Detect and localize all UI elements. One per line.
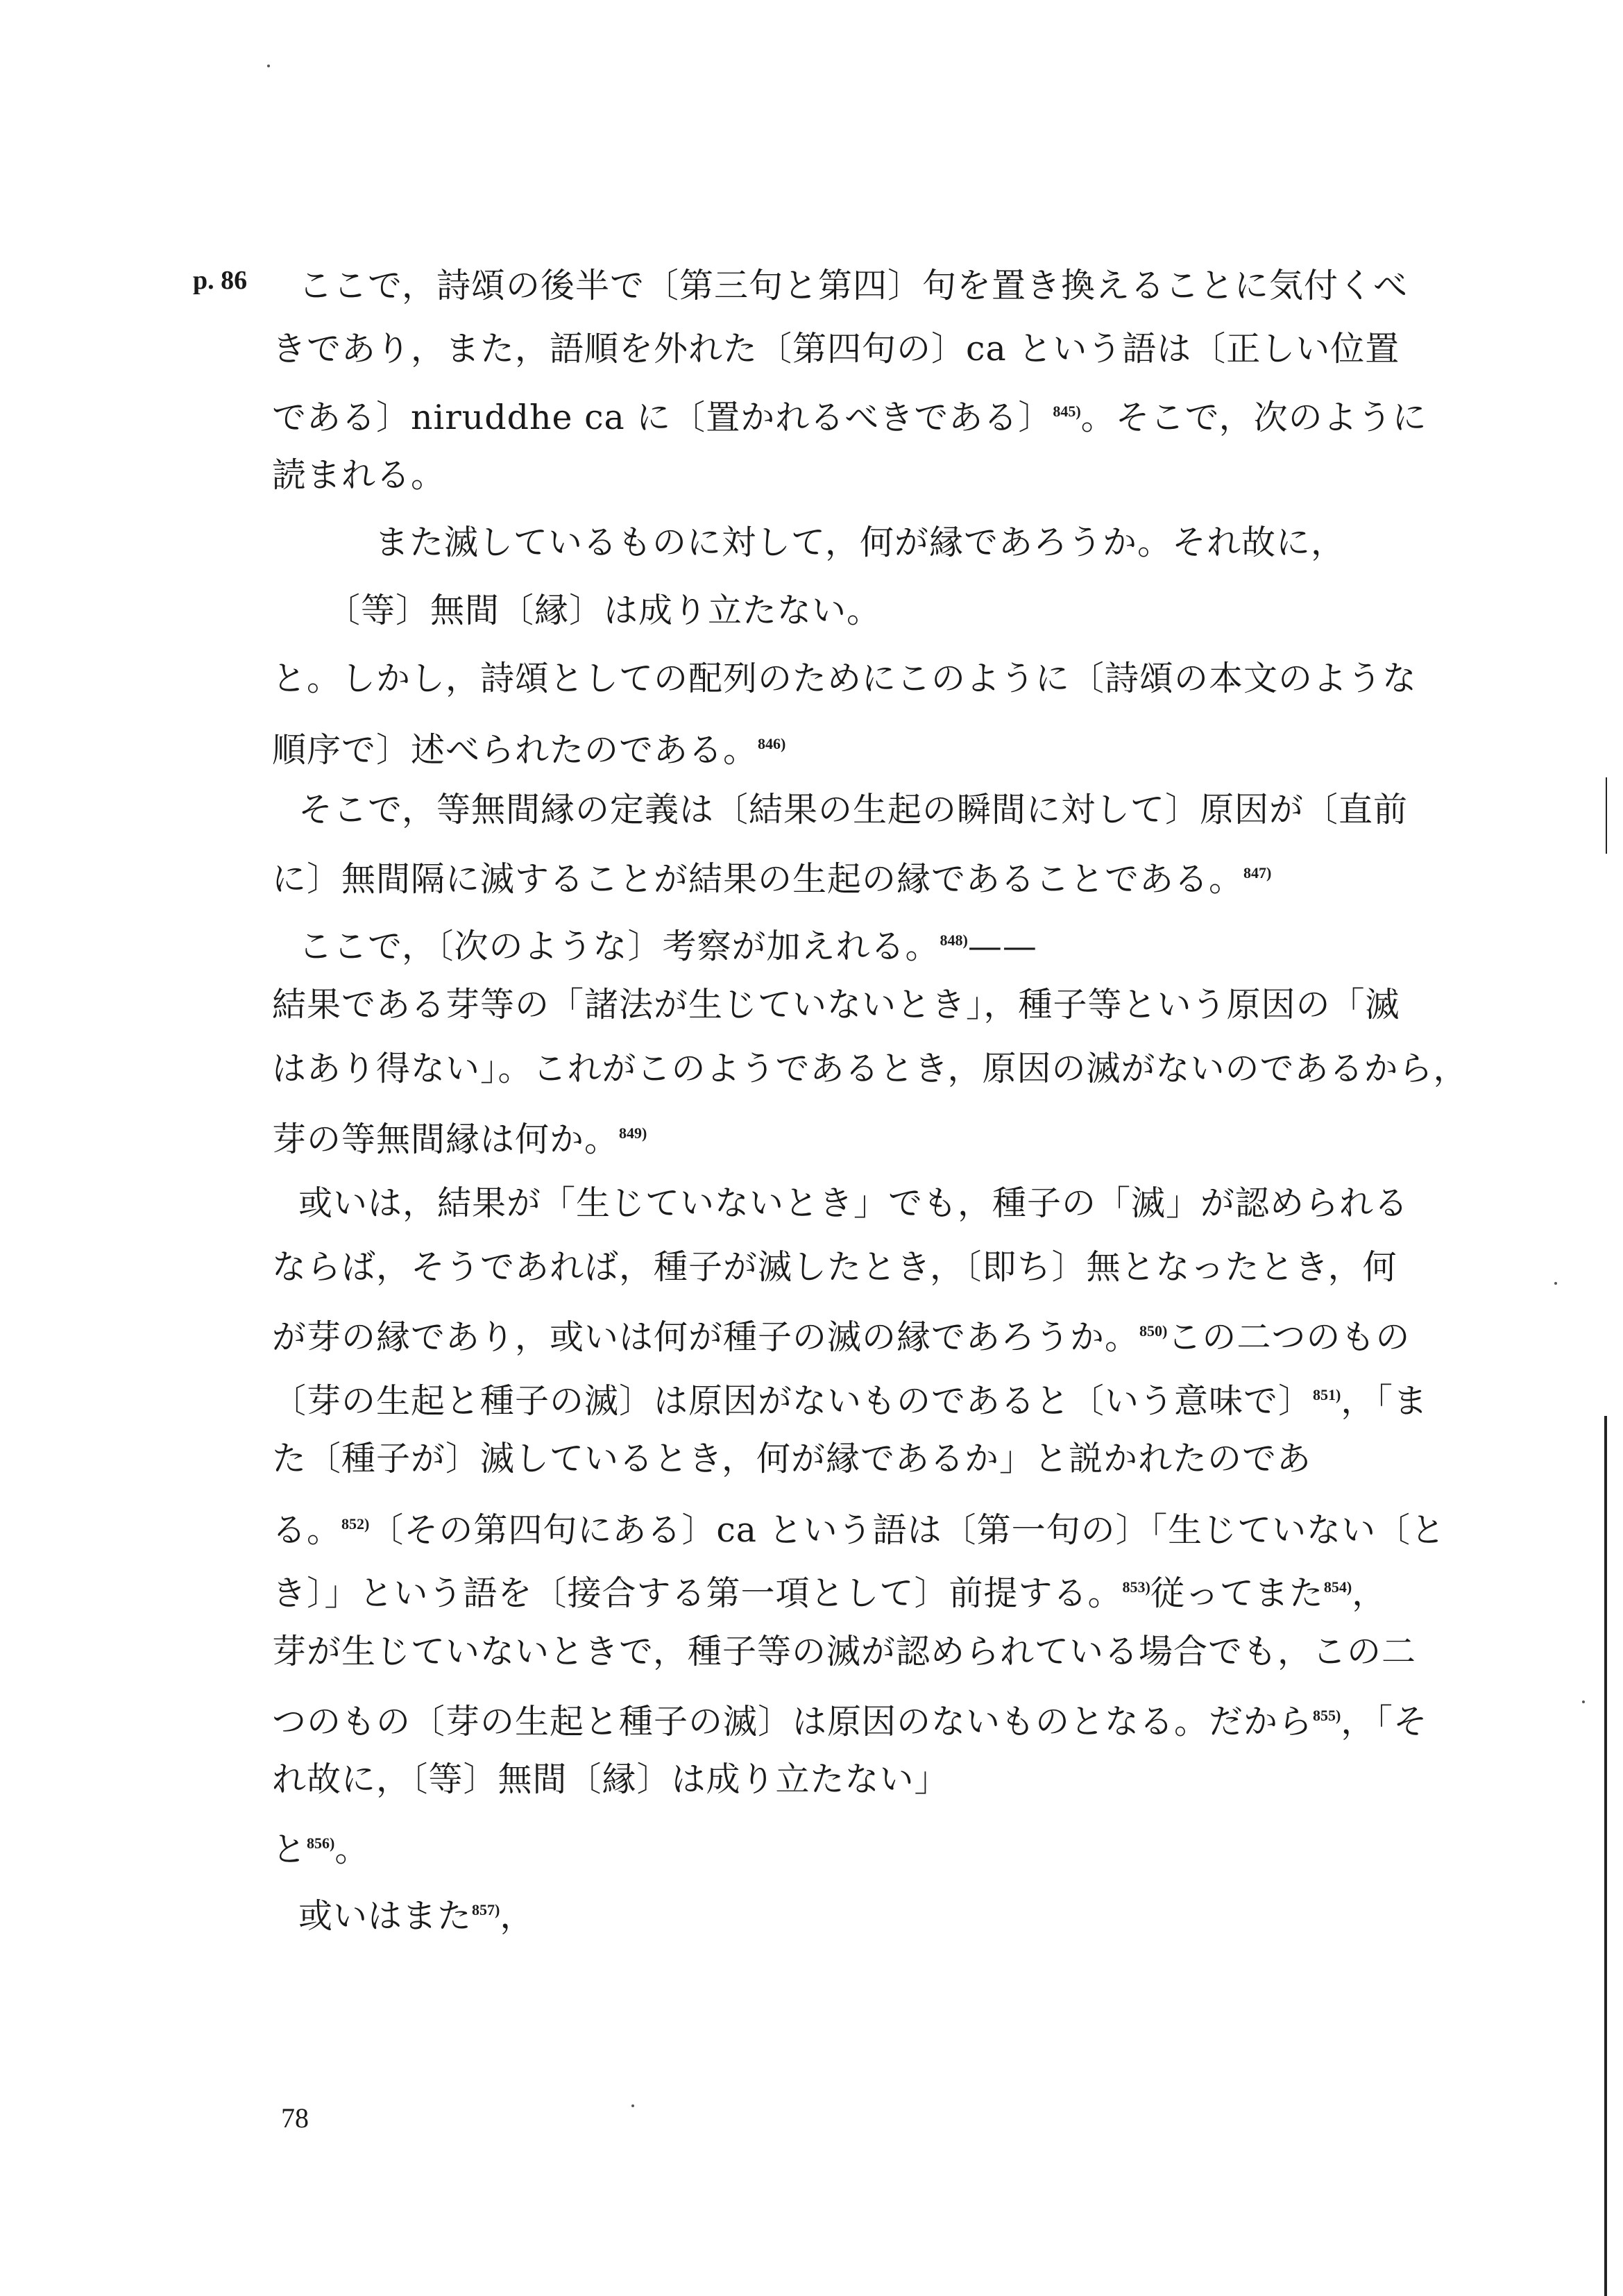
footnote-ref: 855)	[1313, 1707, 1341, 1724]
line-text-continued: 。	[334, 1830, 370, 1869]
text-line	[298, 1183, 1409, 1224]
line-text-continued: 〔その第四句にある〕ca という語は〔第一句の〕「生じていない〔と	[369, 1510, 1446, 1550]
line-text: 結果である芽等の「諸法が生じていないとき」，種子等という原因の「滅	[272, 985, 1400, 1024]
line-text: が芽の縁であり，或いは何が種子の滅の縁であろうか。	[272, 1317, 1140, 1357]
scan-speck	[631, 2104, 634, 2107]
line-text: きであり，また，語順を外れた〔第四句の〕ca という語は〔正しい位置	[272, 329, 1400, 369]
line-text: また滅しているものに対して，何が縁であろうか。それ故に，	[375, 523, 1346, 562]
text-line	[272, 1631, 1416, 1673]
line-text: 芽が生じていないときで，種子等の滅が認められている場合でも，この二	[272, 1632, 1417, 1671]
line-text: と	[272, 1830, 307, 1869]
scan-edge-line-upper	[1606, 777, 1607, 854]
line-text: き〕」という語を〔接合する第一項として〕前提する。	[272, 1573, 1123, 1613]
line-text: はあり得ない」。これがこのようであるとき，原因の滅がないのであるから，	[272, 1049, 1468, 1088]
text-line	[272, 1567, 1386, 1614]
footnote-ref: 856)	[307, 1834, 335, 1852]
text-line	[272, 1503, 1445, 1551]
line-text: である〕niruddhe ca に〔置かれるべきである〕	[272, 398, 1053, 437]
line-text-continued: ，「そ	[1341, 1702, 1428, 1741]
line-text-continued: 従ってまた	[1150, 1573, 1324, 1613]
text-line	[272, 1247, 1397, 1288]
line-text: 或いは，結果が「生じていないとき」でも，種子の「滅」が認められる	[298, 1183, 1409, 1223]
text-line	[272, 1695, 1428, 1743]
line-text: 読まれる。	[272, 455, 446, 495]
line-text: ならば，そうであれば，種子が滅したとき，〔即ち〕無となったとき，何	[272, 1247, 1397, 1287]
line-text: と。しかし，詩頌としての配列のためにこのように〔詩頌の本文のような	[272, 659, 1418, 698]
line-text: る。	[272, 1510, 342, 1550]
text-line	[375, 522, 1345, 564]
footnote-ref: 852)	[341, 1515, 370, 1533]
footnote-ref: 848)	[940, 931, 968, 949]
text-line	[272, 852, 1271, 900]
text-line	[272, 1310, 1410, 1358]
page-number: 78	[281, 2102, 309, 2134]
scan-speck	[1554, 1282, 1557, 1285]
text-line	[272, 1113, 647, 1160]
line-text: に〕無間隔に滅することが結果の生起の縁であることである。	[272, 859, 1244, 899]
text-line	[272, 984, 1400, 1026]
line-text: 〔芽の生起と種子の滅〕は原因がないものであると〔いう意味で〕	[272, 1381, 1314, 1421]
line-text-continued: ，	[1352, 1573, 1387, 1613]
footnote-ref: 849)	[619, 1124, 647, 1142]
text-line	[298, 920, 1037, 968]
line-text: 或いはまた	[298, 1896, 473, 1936]
footnote-ref: 853)	[1122, 1578, 1150, 1596]
margin-page-marker: p. 86	[193, 266, 248, 295]
line-text: ここで，詩頌の後半で〔第三句と第四〕句を置き換えることに気付くべ	[298, 266, 1409, 305]
text-line	[272, 658, 1417, 700]
text-line	[326, 590, 881, 632]
line-text: 〔等〕無間〔縁〕は成り立たない。	[326, 591, 882, 630]
footnote-ref: 857)	[472, 1901, 500, 1918]
footnote-ref: 850)	[1139, 1322, 1168, 1340]
footnote-ref: 845)	[1053, 403, 1081, 420]
scan-speck	[267, 65, 270, 67]
text-line	[272, 328, 1400, 370]
line-text-continued: ，「ま	[1341, 1381, 1428, 1421]
text-line	[272, 1048, 1468, 1090]
line-text: 順序で〕述べられたのである。	[272, 730, 758, 770]
text-line	[272, 455, 445, 496]
text-line	[272, 1438, 1311, 1480]
line-text: れ故に，〔等〕無間〔縁〕は成り立たない」	[272, 1759, 949, 1799]
line-text-continued: ，	[500, 1896, 535, 1936]
text-line	[298, 789, 1408, 831]
scan-edge-line	[1604, 1416, 1607, 2296]
text-line	[298, 1889, 534, 1937]
text-line	[272, 1823, 369, 1871]
footnote-ref: 854)	[1323, 1578, 1352, 1596]
text-line	[298, 265, 1408, 307]
line-text-continued: この二つのもの	[1167, 1317, 1411, 1357]
footnote-ref: 846)	[758, 735, 786, 752]
line-text: ここで，〔次のような〕考察が加えれる。	[298, 927, 940, 966]
line-text-continued: ——	[967, 927, 1037, 966]
text-line	[272, 1759, 949, 1800]
line-text: つのもの〔芽の生起と種子の滅〕は原因のないものとなる。だから	[272, 1702, 1314, 1741]
text-line	[272, 391, 1427, 439]
line-text-continued: 。そこで，次のように	[1080, 398, 1427, 437]
footnote-ref: 847)	[1243, 864, 1272, 881]
line-text: た〔種子が〕滅しているとき，何が縁であるか」と説かれたのであ	[272, 1439, 1312, 1478]
line-text: そこで，等無間縁の定義は〔結果の生起の瞬間に対して〕原因が〔直前	[298, 790, 1409, 829]
text-line	[272, 723, 785, 771]
line-text: 芽の等無間縁は何か。	[272, 1120, 620, 1159]
footnote-ref: 851)	[1313, 1386, 1341, 1403]
scan-speck	[1582, 1700, 1585, 1703]
text-line	[272, 1374, 1428, 1422]
